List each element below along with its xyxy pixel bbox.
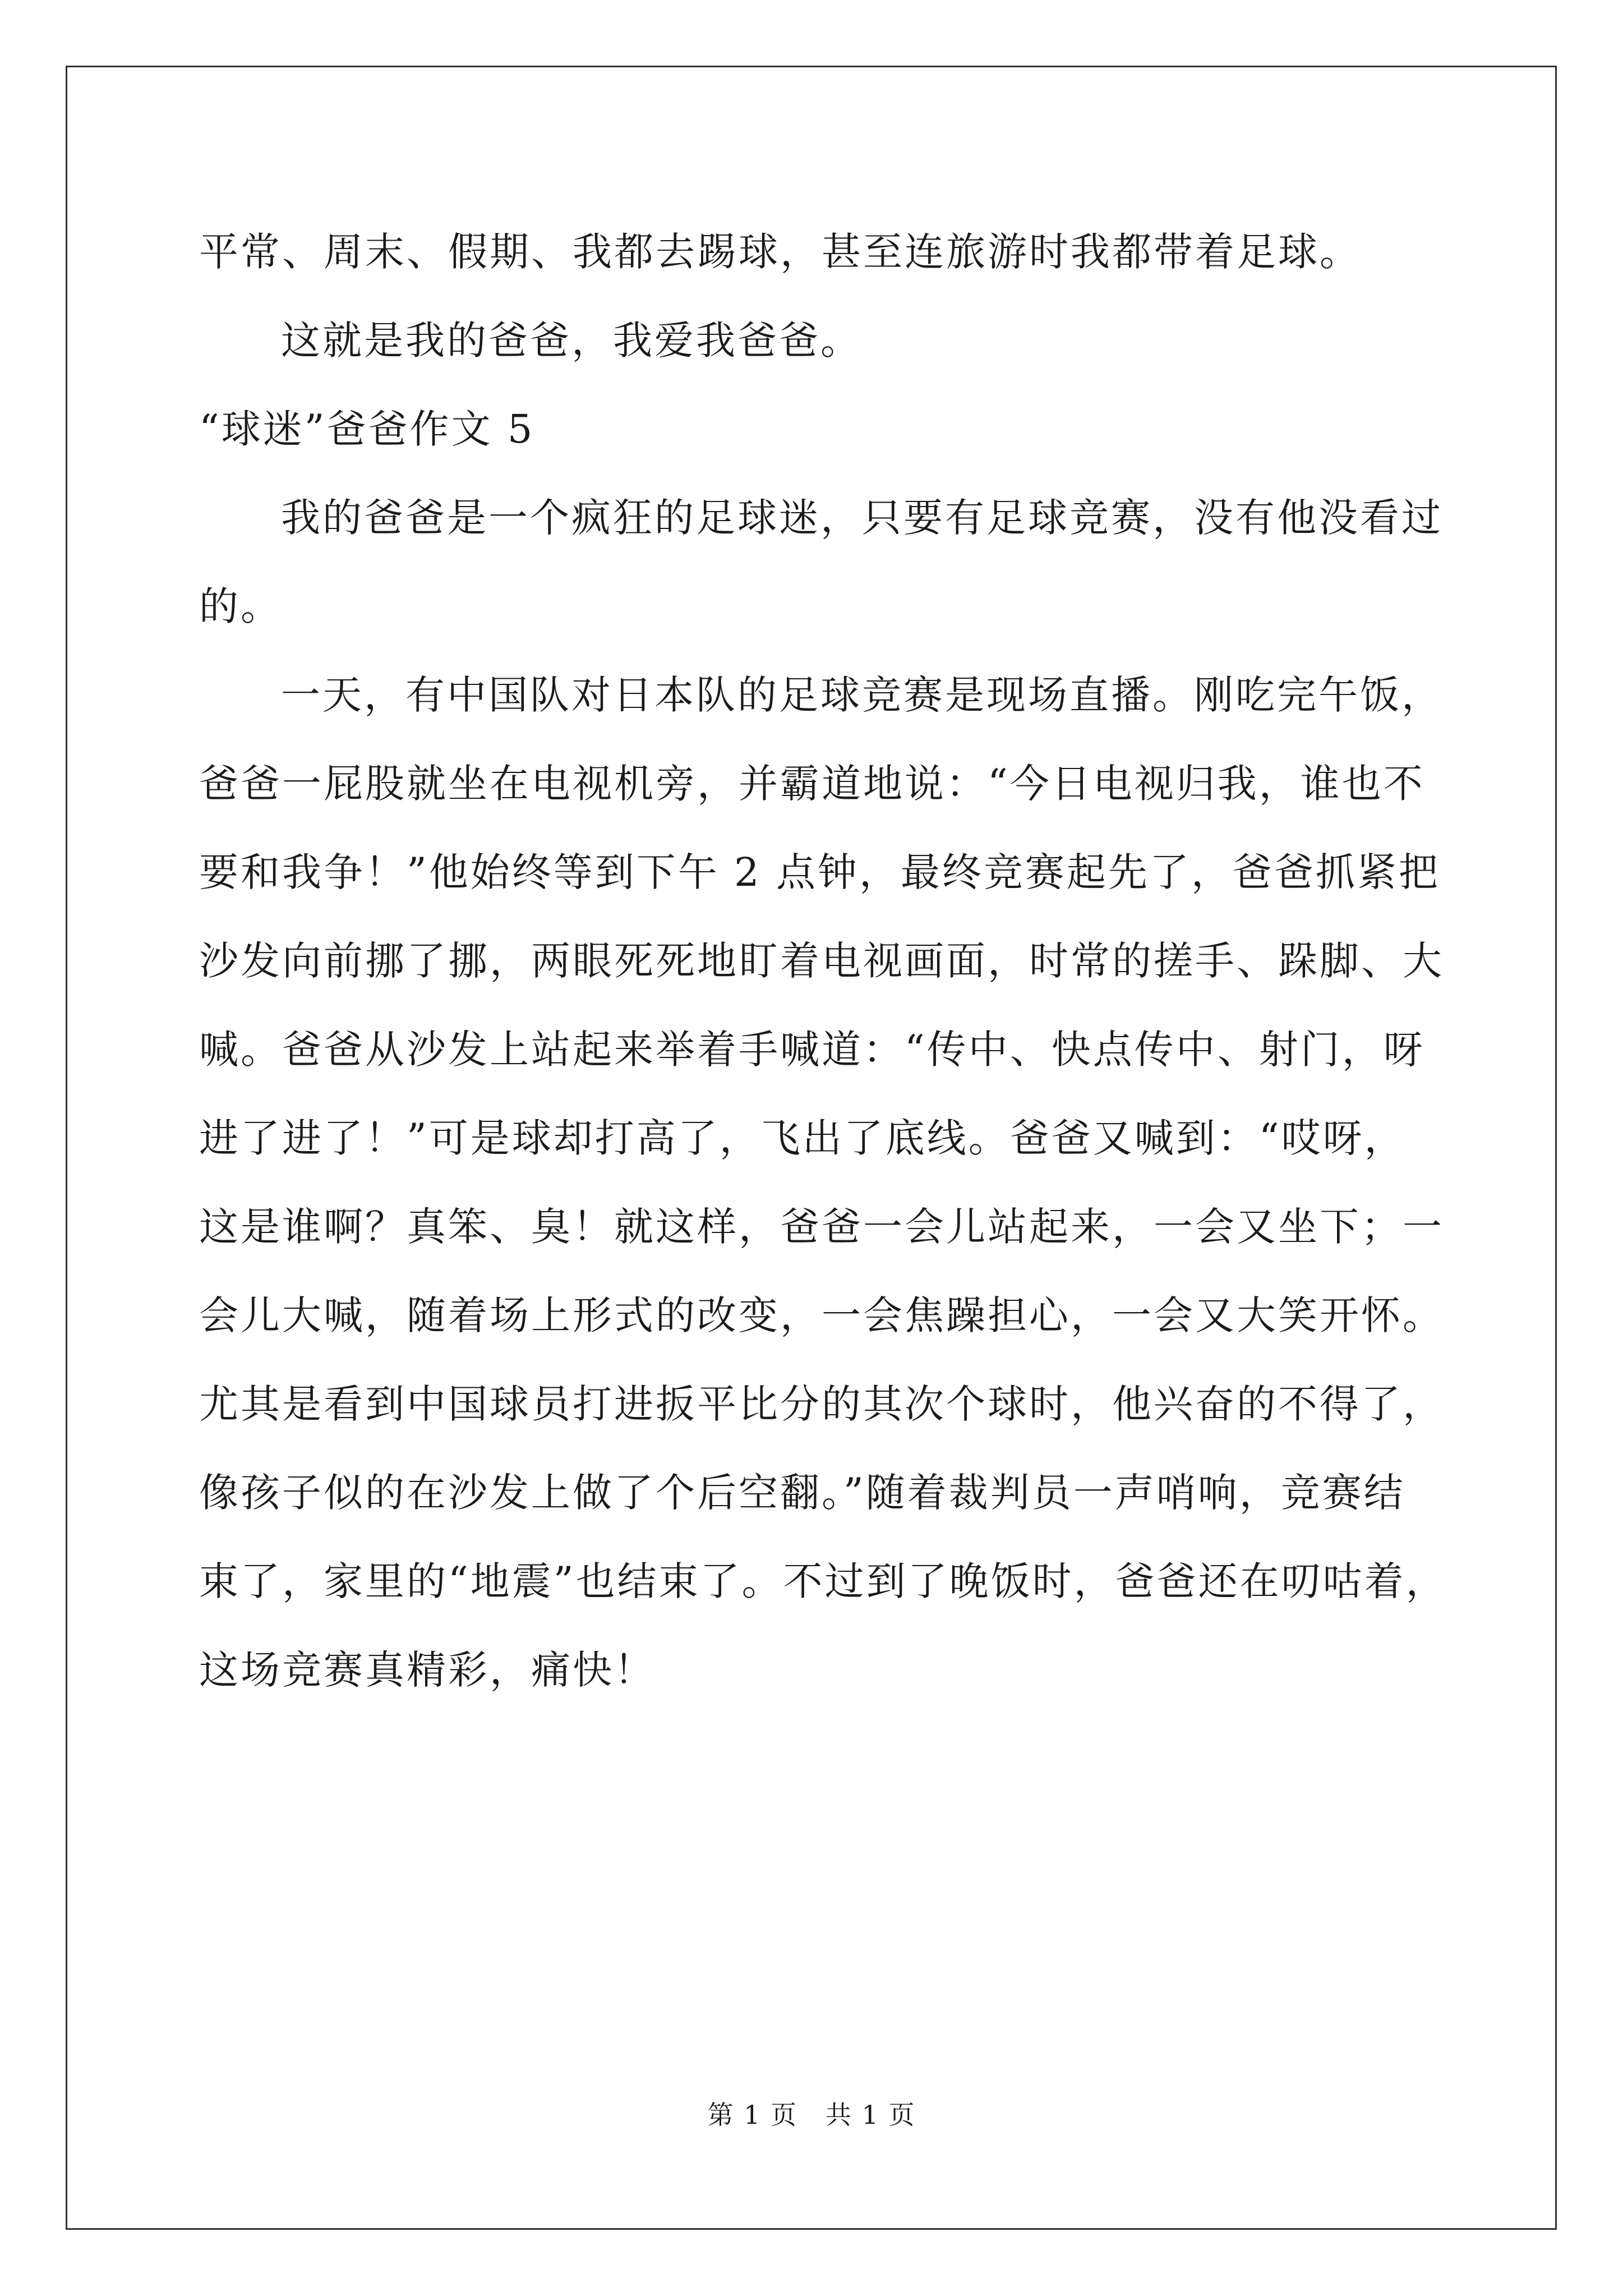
paragraph-line: 进了进了！”可是球却打高了，飞出了底线。爸爸又喊到：“哎呀， — [199, 1115, 1406, 1161]
paragraph-line: 尤其是看到中国球员打进扳平比分的其次个球时，他兴奋的不得了， — [199, 1381, 1444, 1427]
paragraph-line: 一天，有中国队对日本队的足球竞赛是现场直播。刚吃完午饭， — [281, 672, 1443, 718]
paragraph-line: 的。 — [199, 583, 282, 629]
document-body — [199, 208, 1447, 1714]
paragraph-line: 喊。爸爸从沙发上站起来举着手喊道：“传中、快点传中、射门，呀 — [199, 1027, 1425, 1073]
paragraph-line: 我的爸爸是一个疯狂的足球迷，只要有足球竞赛，没有他没看过 — [281, 495, 1443, 541]
page-footer — [0, 2098, 1623, 2132]
page-number: 第 1 页 — [707, 2100, 797, 2130]
paragraph-line: 平常、周末、假期、我都去踢球，甚至连旅游时我都带着足球。 — [199, 229, 1361, 275]
paragraph-line: 像孩子似的在沙发上做了个后空翻。”随着裁判员一声哨响，竞赛结 — [199, 1470, 1405, 1516]
paragraph-line: 这是谁啊？真笨、臭！就这样，爸爸一会儿站起来，一会又坐下；一 — [199, 1204, 1444, 1250]
paragraph-line: 这就是我的爸爸，我爱我爸爸。 — [281, 318, 862, 364]
paragraph-line: 会儿大喊，随着场上形式的改变，一会焦躁担心，一会又大笑开怀。 — [199, 1292, 1444, 1338]
paragraph-line: 这场竞赛真精彩，痛快！ — [199, 1647, 656, 1693]
section-heading: “球迷”爸爸作文 5 — [199, 406, 535, 452]
paragraph-line: 爸爸一屁股就坐在电视机旁，并霸道地说：“今日电视归我，谁也不 — [199, 761, 1425, 807]
paragraph-line: 沙发向前挪了挪，两眼死死地盯着电视画面，时常的搓手、跺脚、大 — [199, 938, 1444, 984]
page-total: 共 1 页 — [826, 2100, 916, 2130]
paragraph-line: 要和我争！”他始终等到下午 2 点钟，最终竞赛起先了，爸爸抓紧把 — [199, 849, 1440, 895]
paragraph-line: 束了，家里的“地震”也结束了。不过到了晚饭时，爸爸还在叨咕着， — [199, 1558, 1447, 1604]
